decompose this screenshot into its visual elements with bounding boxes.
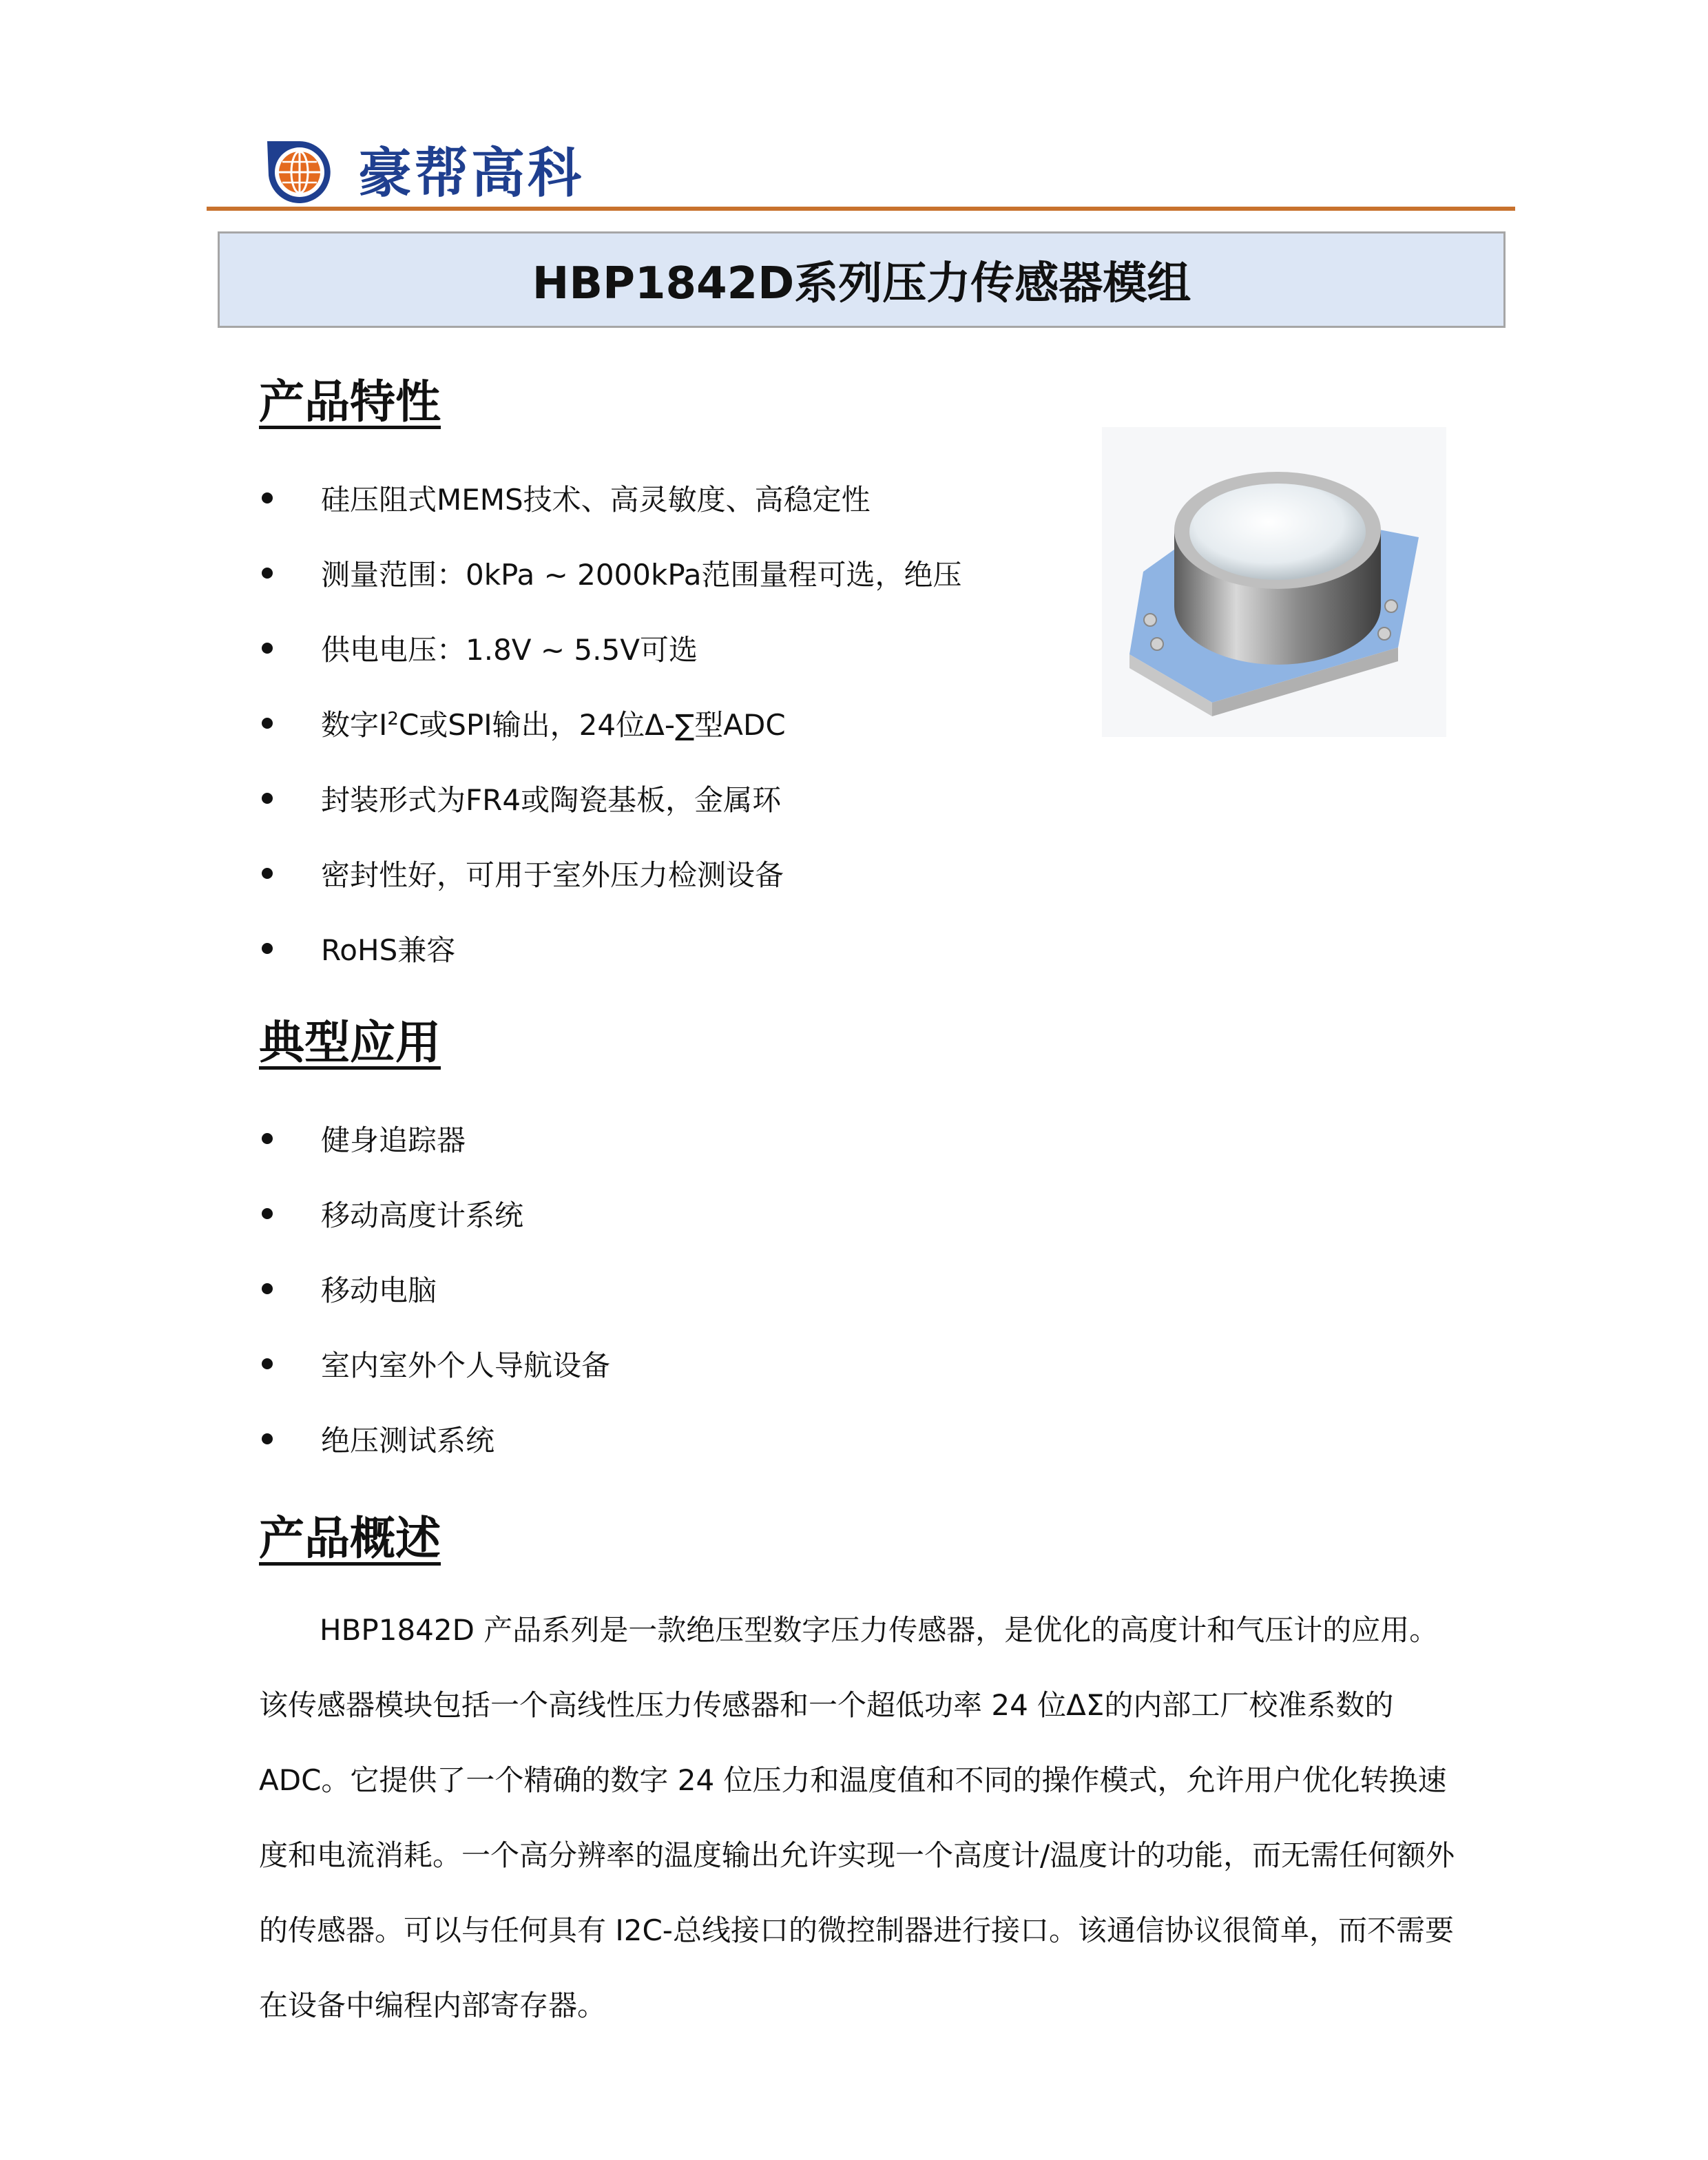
bullet-icon — [262, 568, 273, 579]
feature-item: RoHS兼容 — [259, 911, 962, 986]
application-item: 绝压测试系统 — [259, 1401, 610, 1476]
features-list — [259, 460, 962, 986]
feature-item: 硅压阻式MEMS技术、高灵敏度、高稳定性 — [259, 460, 962, 535]
feature-item: 测量范围：0kPa ~ 2000kPa范围量程可选，绝压 — [259, 535, 962, 610]
application-item: 移动高度计系统 — [259, 1176, 610, 1251]
header-divider — [207, 207, 1515, 211]
overview-heading: 产品概述 — [259, 1512, 441, 1565]
applications-list — [259, 1101, 610, 1476]
bullet-icon — [262, 1133, 273, 1144]
feature-item: 数字$I^2C$或SPI输出，24位Δ-∑型ADC — [259, 685, 962, 760]
application-item: 健身追踪器 — [259, 1101, 610, 1176]
bullet-icon — [262, 643, 273, 654]
feature-item: 封装形式为FR4或陶瓷基板，金属环 — [259, 760, 962, 835]
bullet-icon — [262, 1358, 273, 1369]
page-header — [262, 124, 584, 214]
company-name: 豪帮高科 — [358, 143, 585, 205]
bullet-icon — [262, 1208, 273, 1219]
feature-item: 密封性好，可用于室外压力检测设备 — [259, 835, 962, 911]
applications-heading: 典型应用 — [259, 1016, 441, 1069]
globe-logo-icon — [262, 127, 337, 210]
bullet-icon — [262, 492, 273, 503]
bullet-icon — [262, 943, 273, 954]
document-title-box — [218, 231, 1506, 328]
application-item: 室内室外个人导航设备 — [259, 1326, 610, 1401]
bullet-icon — [262, 793, 273, 804]
overview-paragraph: HBP1842D 产品系列是一款绝压型数字压力传感器，是优化的高度计和气压计的应用。该传感器模块包括一个高线性压力传感器和一个超低功率 24 位ΔΣ的内部工厂校准系数的ADC。它提供了一个精确的数字 24 位压力和温度值和不同的操作模式，允许用户优化转换速度和电流消耗。一个高分辨率的温度输出允许实现一个高度计/温度计的功能，而无需任何额外的传感器。可以与任何具有 I2C-总线接口的微控制器进行接口。该通信协议很简单，而不需要在设备中编程内部寄存器。 — [259, 1613, 1455, 2022]
overview-body — [259, 1592, 1457, 2043]
document-title: HBP1842D系列压力传感器模组 — [532, 258, 1191, 309]
application-item: 移动电脑 — [259, 1251, 610, 1326]
bullet-icon — [262, 1433, 273, 1444]
bullet-icon — [262, 868, 273, 879]
feature-item: 供电电压：1.8V ~ 5.5V可选 — [259, 610, 962, 685]
bullet-icon — [262, 1283, 273, 1294]
product-photo — [1102, 427, 1446, 737]
features-heading: 产品特性 — [259, 375, 441, 428]
bullet-icon — [262, 718, 273, 729]
